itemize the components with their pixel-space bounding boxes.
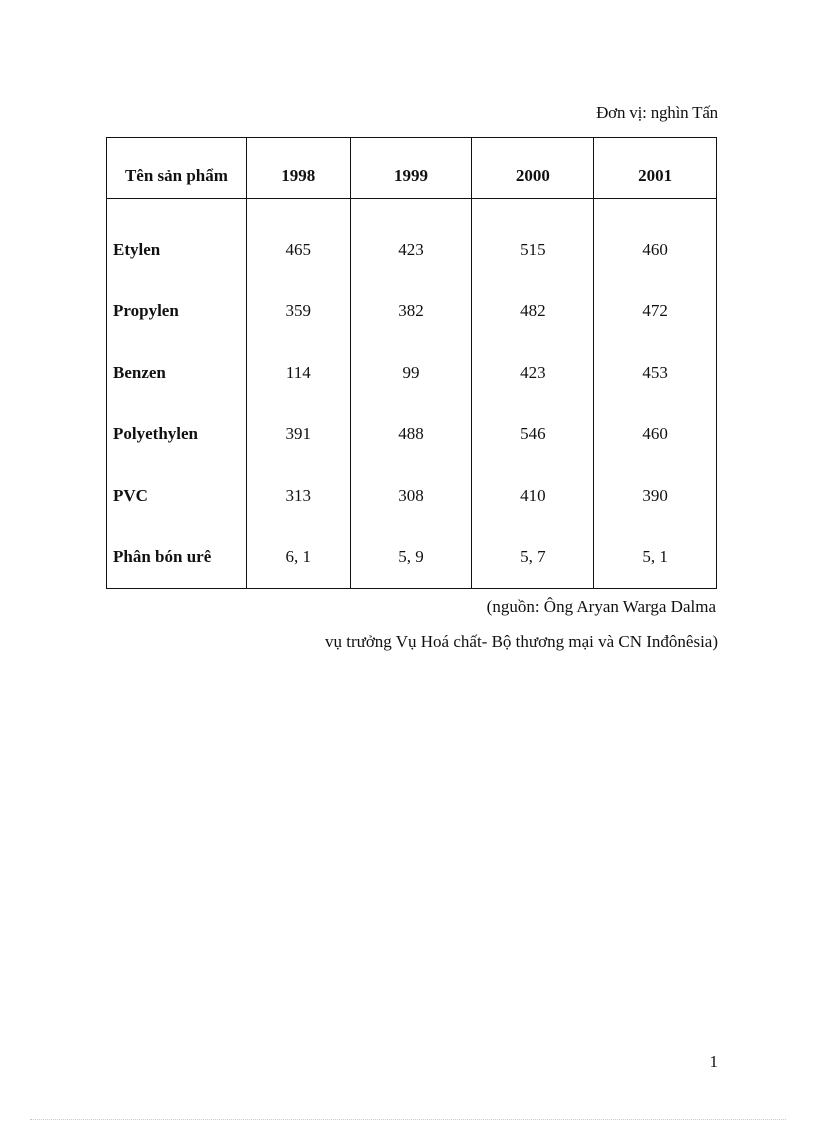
product-name: Etylen bbox=[107, 199, 247, 281]
table-cell: 453 bbox=[594, 342, 717, 404]
table-cell: 546 bbox=[472, 404, 594, 466]
product-name: Phân bón urê bbox=[107, 527, 247, 589]
table-cell: 359 bbox=[246, 281, 350, 343]
table-cell: 423 bbox=[350, 199, 472, 281]
table-row bbox=[107, 465, 717, 527]
table-cell: 465 bbox=[246, 199, 350, 281]
table-row bbox=[107, 342, 717, 404]
product-name: Polyethylen bbox=[107, 404, 247, 466]
page-bottom-divider bbox=[30, 1119, 786, 1120]
table-cell: 488 bbox=[350, 404, 472, 466]
unit-label: Đơn vị: nghìn Tấn bbox=[596, 103, 718, 122]
table-row bbox=[107, 281, 717, 343]
header-year-2001: 2001 bbox=[594, 138, 717, 199]
source-line-1: (nguồn: Ông Aryan Warga Dalma bbox=[486, 597, 716, 616]
table-cell: 5, 9 bbox=[350, 527, 472, 589]
table-header-row bbox=[107, 138, 717, 199]
product-name: Propylen bbox=[107, 281, 247, 343]
source-line-2: vụ trưởng Vụ Hoá chất- Bộ thương mại và CN Inđônêsia) bbox=[324, 632, 718, 651]
table-cell: 391 bbox=[246, 404, 350, 466]
table-cell: 308 bbox=[350, 465, 472, 527]
header-product-name: Tên sản phẩm bbox=[107, 138, 247, 199]
header-year-1998: 1998 bbox=[246, 138, 350, 199]
table-cell: 6, 1 bbox=[246, 527, 350, 589]
table-cell: 460 bbox=[594, 199, 717, 281]
table-row bbox=[107, 404, 717, 466]
table-cell: 472 bbox=[594, 281, 717, 343]
table-cell: 423 bbox=[472, 342, 594, 404]
table-cell: 482 bbox=[472, 281, 594, 343]
table-row bbox=[107, 527, 717, 589]
header-year-2000: 2000 bbox=[472, 138, 594, 199]
page-number: 1 bbox=[709, 1052, 718, 1071]
table-cell: 390 bbox=[594, 465, 717, 527]
table-cell: 382 bbox=[350, 281, 472, 343]
table-cell: 5, 7 bbox=[472, 527, 594, 589]
table-cell: 460 bbox=[594, 404, 717, 466]
table-cell: 5, 1 bbox=[594, 527, 717, 589]
table-cell: 313 bbox=[246, 465, 350, 527]
production-table bbox=[106, 137, 717, 589]
table-row bbox=[107, 199, 717, 281]
product-name: PVC bbox=[107, 465, 247, 527]
table-cell: 410 bbox=[472, 465, 594, 527]
product-name: Benzen bbox=[107, 342, 247, 404]
table-cell: 114 bbox=[246, 342, 350, 404]
table-cell: 515 bbox=[472, 199, 594, 281]
table-cell: 99 bbox=[350, 342, 472, 404]
header-year-1999: 1999 bbox=[350, 138, 472, 199]
